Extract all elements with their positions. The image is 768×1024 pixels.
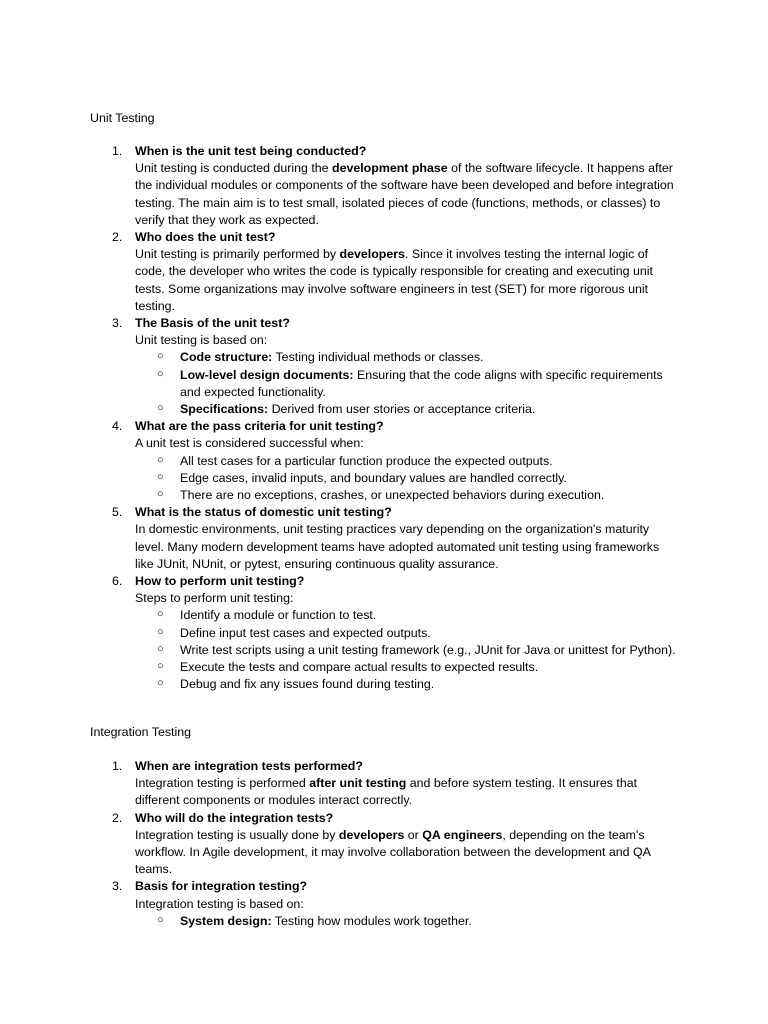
bullet-item	[135, 401, 680, 418]
question-heading: What are the pass criteria for unit testing?	[135, 419, 384, 434]
bullet-item	[135, 913, 680, 930]
question-heading: Who does the unit test?	[135, 230, 276, 245]
answer-text-run: Unit testing is primarily performed by	[135, 247, 340, 262]
hollow-bullet-icon: ○	[157, 608, 164, 621]
list-item	[90, 143, 680, 229]
answer-text-run: A unit test is considered successful when:	[135, 436, 364, 451]
hollow-bullet-icon: ○	[157, 625, 164, 638]
list-item	[90, 573, 680, 693]
answer-paragraph	[135, 896, 680, 913]
hollow-bullet-icon: ○	[157, 470, 164, 483]
question-heading: How to perform unit testing?	[135, 574, 305, 589]
bullet-item	[135, 349, 680, 366]
answer-text-run: , depending on the team's workflow. In Agile development, it may involve collaboration between the development and QA teams.	[135, 827, 651, 877]
hollow-bullet-icon: ○	[157, 350, 164, 363]
bullet-list	[135, 607, 680, 693]
hollow-bullet-icon: ○	[157, 453, 164, 466]
list-item	[90, 229, 680, 315]
answer-text-run: Unit testing is based on:	[135, 333, 268, 348]
list-item-number: 4.	[112, 419, 123, 434]
list-item-number: 1.	[112, 759, 123, 773]
answer-text-bold-run: development phase	[332, 161, 448, 176]
bullet-text-run: Testing how modules work together.	[271, 913, 472, 928]
list-item-number: 1.	[112, 144, 123, 158]
list-item	[90, 315, 680, 418]
answer-text-run: Integration testing is performed	[135, 776, 310, 791]
bullet-text-run: Edge cases, invalid inputs, and boundary values are handled correctly.	[180, 470, 567, 485]
question-heading: When is the unit test being conducted?	[135, 144, 367, 158]
bullet-text-run: Testing individual methods or classes.	[272, 350, 484, 365]
answer-text-run: Integration testing is usually done by	[135, 827, 339, 842]
answer-text-run: Steps to perform unit testing:	[135, 591, 294, 606]
answer-text-bold-run: QA engineers	[422, 827, 503, 842]
list-item-number: 2.	[112, 810, 123, 825]
answer-paragraph	[135, 332, 680, 349]
bullet-text-run: Write test scripts using a unit testing framework (e.g., JUnit for Java or unittest for Python).	[180, 642, 676, 657]
list-item	[90, 878, 680, 930]
bullet-text-run: Derived from user stories or acceptance criteria.	[268, 402, 536, 417]
answer-paragraph	[135, 435, 680, 452]
bullet-text-bold-run: Low-level design documents:	[180, 367, 354, 382]
answer-text-run: . Since it involves testing the internal logic of code, the developer who writes the code is typically responsible for creating and executing unit tests. Some organizations may involve software engineers in test (SET) for more rigorous unit testing.	[135, 247, 653, 313]
answer-paragraph	[135, 160, 680, 229]
bullet-item	[135, 453, 680, 470]
section-title-integration-testing: Integration Testing	[90, 725, 192, 739]
answer-text-run: or	[404, 827, 423, 842]
hollow-bullet-icon: ○	[157, 488, 164, 501]
hollow-bullet-icon: ○	[157, 642, 164, 655]
answer-text-bold-run: after unit testing	[309, 776, 407, 791]
section-title-unit-testing: Unit Testing	[90, 111, 155, 125]
bullet-item	[135, 625, 680, 642]
hollow-bullet-icon: ○	[157, 402, 164, 415]
list-item	[90, 810, 680, 879]
answer-text-run: In domestic environments, unit testing practices vary depending on the organization's maturity level. Many modern development teams have adopted automated unit testing using frameworks like JUnit, NUnit, or pytest, ensuring continuous quality assurance.	[135, 522, 660, 571]
answer-text-bold-run: developers	[339, 247, 405, 262]
bullet-text-run: Execute the tests and compare actual results to expected results.	[180, 660, 539, 675]
hollow-bullet-icon: ○	[157, 367, 164, 380]
bullet-item	[135, 607, 680, 624]
bullet-text-bold-run: Specifications:	[180, 402, 269, 417]
bullet-list	[135, 349, 680, 418]
list-item	[90, 418, 680, 504]
answer-paragraph	[135, 246, 680, 315]
answer-text-run: Integration testing is based on:	[135, 896, 304, 911]
list-item-number: 3.	[112, 316, 123, 331]
hollow-bullet-icon: ○	[157, 677, 164, 690]
bullet-text-bold-run: Code structure:	[180, 350, 273, 365]
list-item-number: 6.	[112, 574, 123, 589]
list-item-number: 2.	[112, 230, 123, 245]
question-heading: Who will do the integration tests?	[135, 810, 334, 825]
hollow-bullet-icon: ○	[157, 660, 164, 673]
list-item-number: 3.	[112, 879, 123, 894]
bullet-text-bold-run: System design:	[180, 913, 272, 928]
answer-text-bold-run: developers	[338, 827, 405, 842]
bullet-text-run: There are no exceptions, crashes, or unexpected behaviors during execution.	[180, 488, 605, 503]
answer-text-run: Unit testing is conducted during the	[135, 161, 332, 176]
list-item	[90, 758, 680, 810]
answer-paragraph	[135, 590, 680, 607]
answer-paragraph	[135, 775, 680, 809]
bullet-text-run: Ensuring that the code aligns with specific requirements and expected functionality.	[180, 367, 663, 399]
answer-paragraph	[135, 521, 680, 573]
bullet-text-run: Identify a module or function to test.	[180, 608, 377, 623]
bullet-text-run: All test cases for a particular function produce the expected outputs.	[180, 453, 553, 468]
bullet-text-run: Define input test cases and expected outputs.	[180, 625, 431, 640]
question-heading: When are integration tests performed?	[135, 759, 363, 773]
list-item	[90, 504, 680, 573]
bullet-list	[135, 453, 680, 505]
bullet-item	[135, 676, 680, 693]
unit-testing-list	[90, 143, 680, 694]
answer-text-run: and before system testing. It ensures that different components or modules interact correctly.	[135, 776, 638, 808]
answer-text-run: of the software lifecycle. It happens after the individual modules or components of the software have been developed and before integration testing. The main aim is to test small, isolated pieces of code (functions, methods, or classes) to verify that they work as expected.	[135, 161, 674, 227]
question-heading: Basis for integration testing?	[135, 879, 308, 894]
list-item-number: 5.	[112, 505, 123, 520]
bullet-list	[135, 913, 680, 930]
bullet-item	[135, 367, 680, 401]
bullet-item	[135, 470, 680, 487]
bullet-item	[135, 642, 680, 659]
integration-testing-list	[90, 758, 680, 930]
hollow-bullet-icon: ○	[157, 913, 164, 926]
answer-paragraph	[135, 827, 680, 879]
question-heading: What is the status of domestic unit testing?	[135, 505, 392, 520]
bullet-item	[135, 659, 680, 676]
bullet-item	[135, 487, 680, 504]
question-heading: The Basis of the unit test?	[135, 316, 290, 331]
bullet-text-run: Debug and fix any issues found during testing.	[180, 677, 435, 692]
